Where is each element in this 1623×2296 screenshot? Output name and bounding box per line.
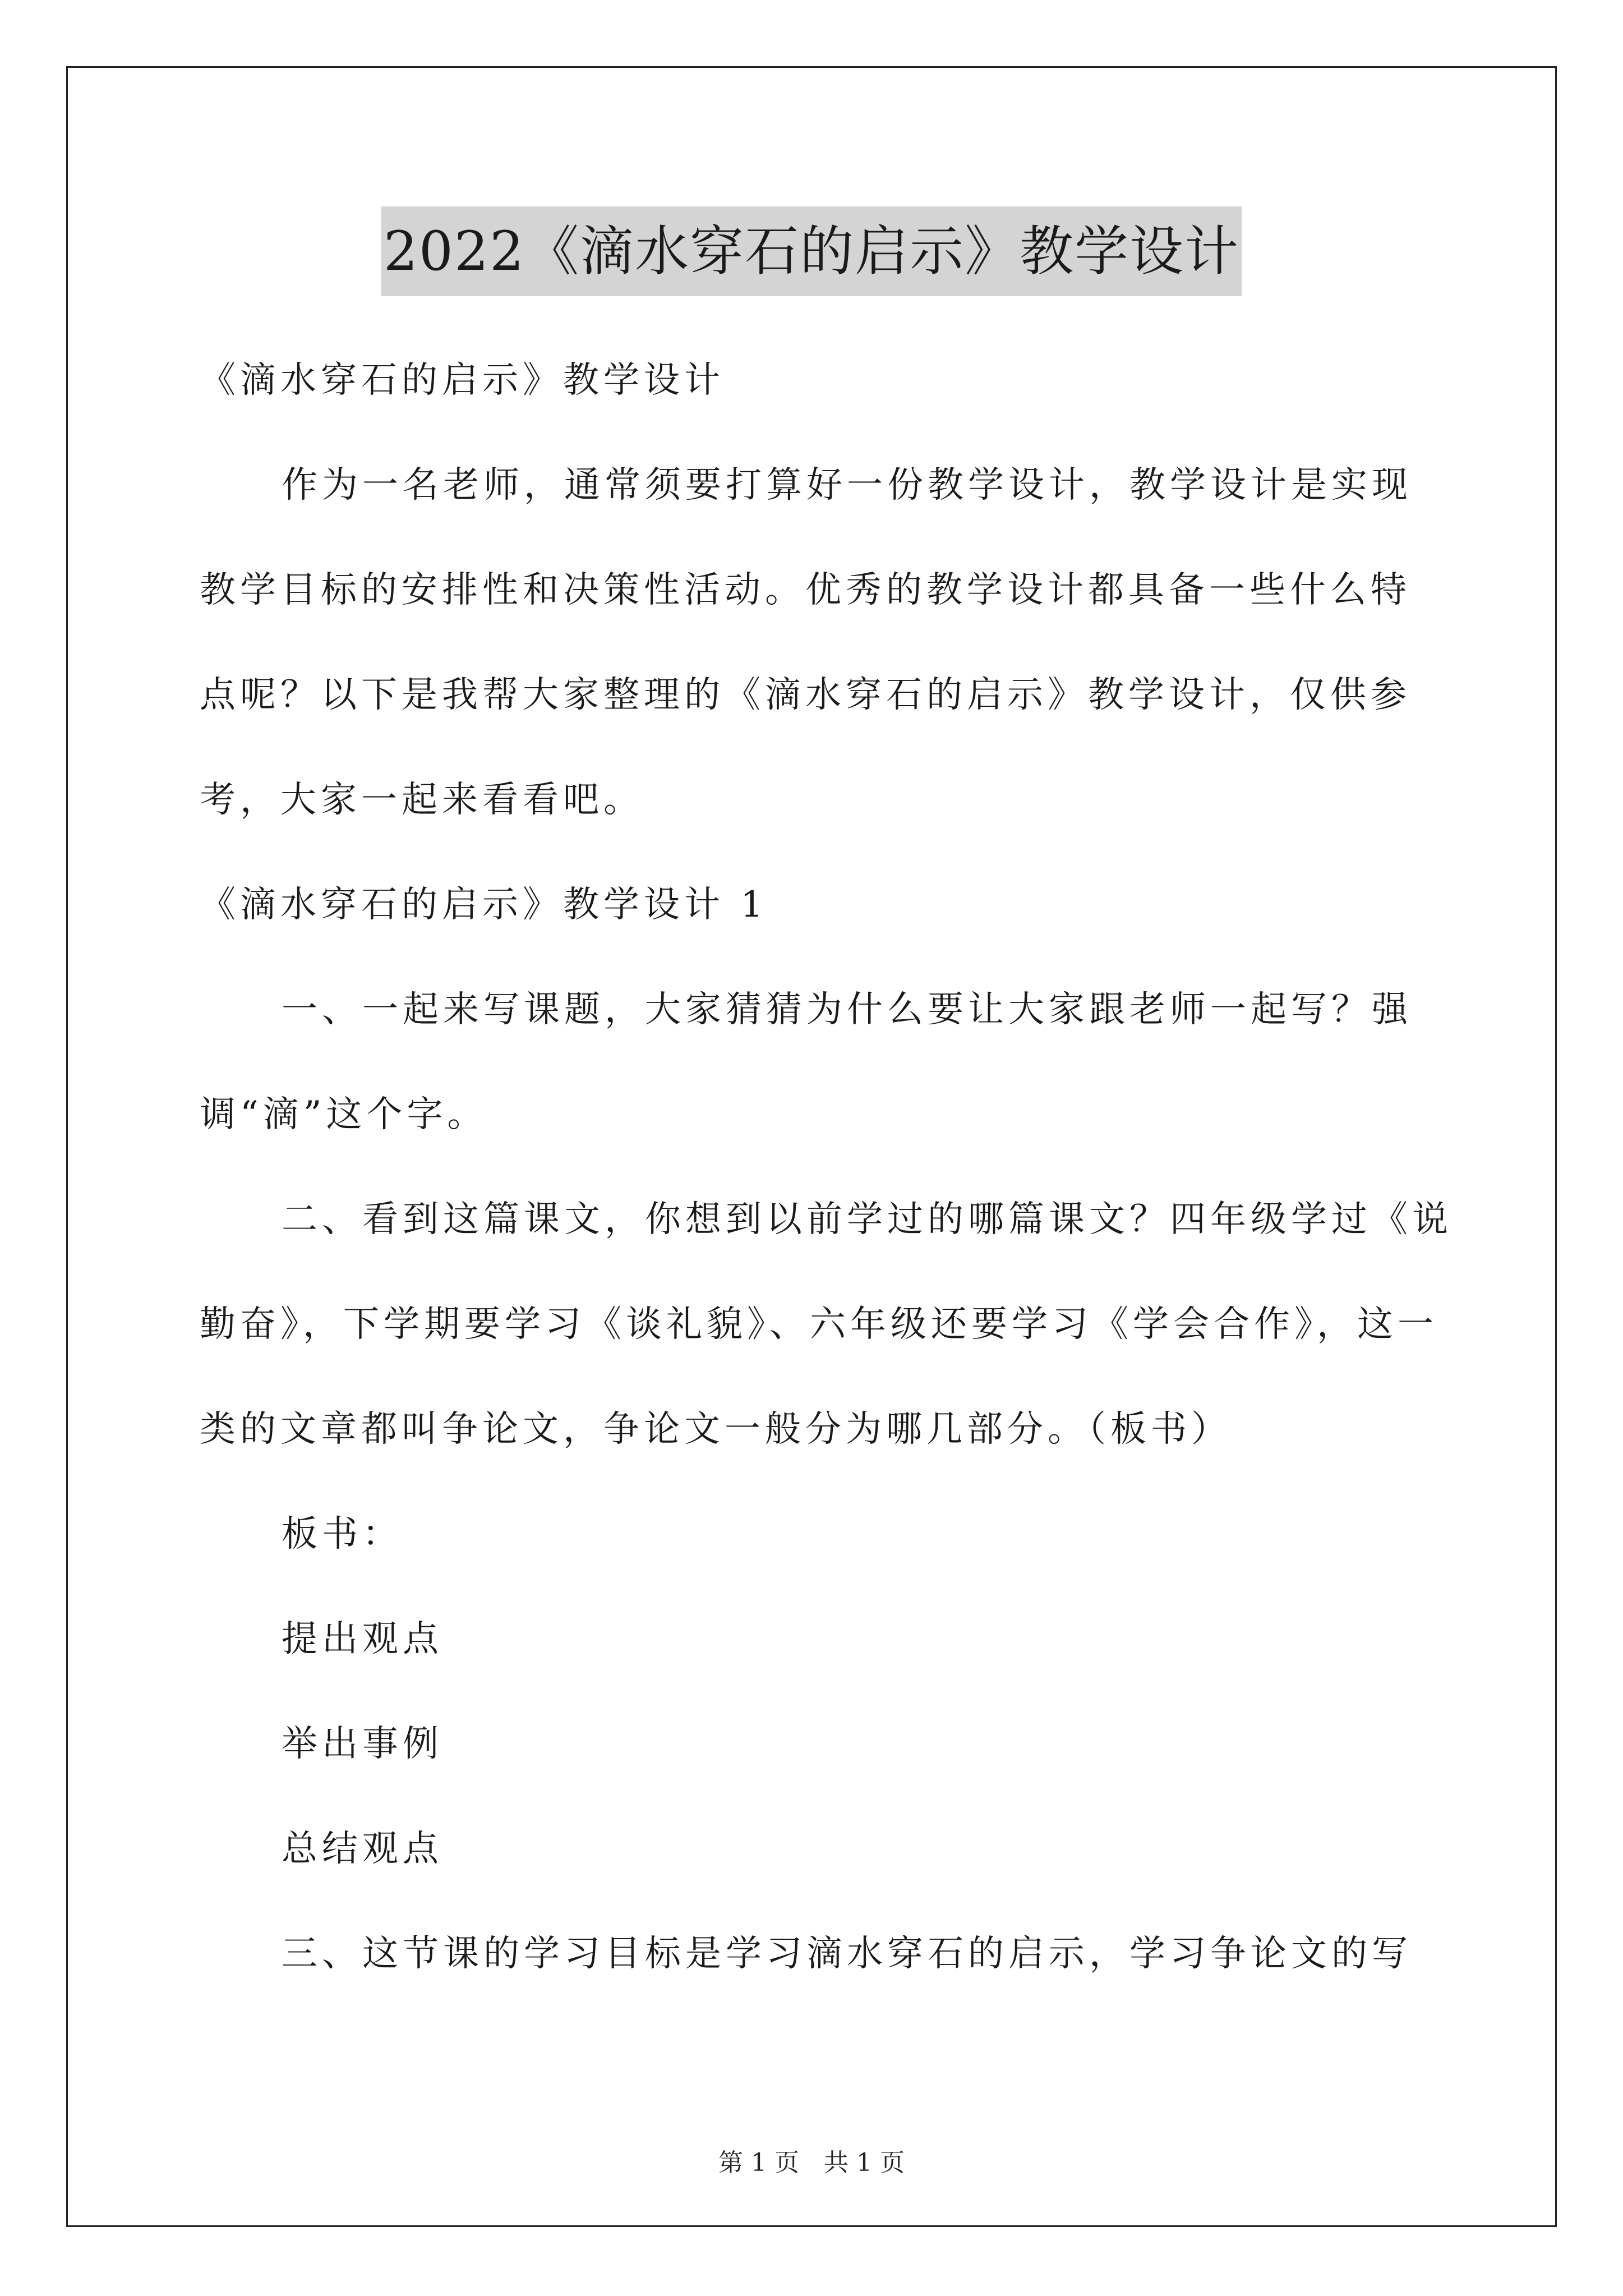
paragraph-line: 调“滴”这个字。	[200, 1094, 488, 1135]
board-item: 提出观点	[282, 1618, 443, 1660]
paragraph-line: 三、这节课的学习目标是学习滴水穿石的启示，学习争论文的写	[282, 1933, 1412, 1975]
paragraph-line: 教学目标的安排性和决策性活动。优秀的教学设计都具备一些什么特	[200, 569, 1411, 611]
board-item: 举出事例	[282, 1723, 443, 1765]
page-footer: 第 1 页 共 1 页	[718, 2148, 905, 2177]
section-heading: 《滴水穿石的启示》教学设计 1	[200, 884, 768, 926]
paragraph-line: 一、一起来写课题，大家猜猜为什么要让大家跟老师一起写？强	[282, 989, 1412, 1030]
paragraph-line: 作为一名老师，通常须要打算好一份教学设计，教学设计是实现	[282, 464, 1412, 506]
document-title: 2022《滴水穿石的启示》教学设计	[381, 206, 1242, 296]
board-label: 板书：	[282, 1513, 403, 1555]
paragraph-line: 点呢？以下是我帮大家整理的《滴水穿石的启示》教学设计，仅供参	[200, 674, 1411, 716]
board-item: 总结观点	[282, 1828, 443, 1870]
paragraph-line: 考，大家一起来看看吧。	[200, 779, 644, 821]
subtitle-line: 《滴水穿石的启示》教学设计	[200, 360, 725, 401]
paragraph-line: 勤奋》，下学期要学习《谈礼貌》、六年级还要学习《学会合作》，这一	[200, 1304, 1438, 1345]
paragraph-line: 二、看到这篇课文，你想到以前学过的哪篇课文？四年级学过《说	[282, 1199, 1453, 1240]
title-container	[0, 206, 1623, 296]
paragraph-line: 类的文章都叫争论文，争论文一般分为哪几部分。（板书）	[200, 1409, 1232, 1450]
